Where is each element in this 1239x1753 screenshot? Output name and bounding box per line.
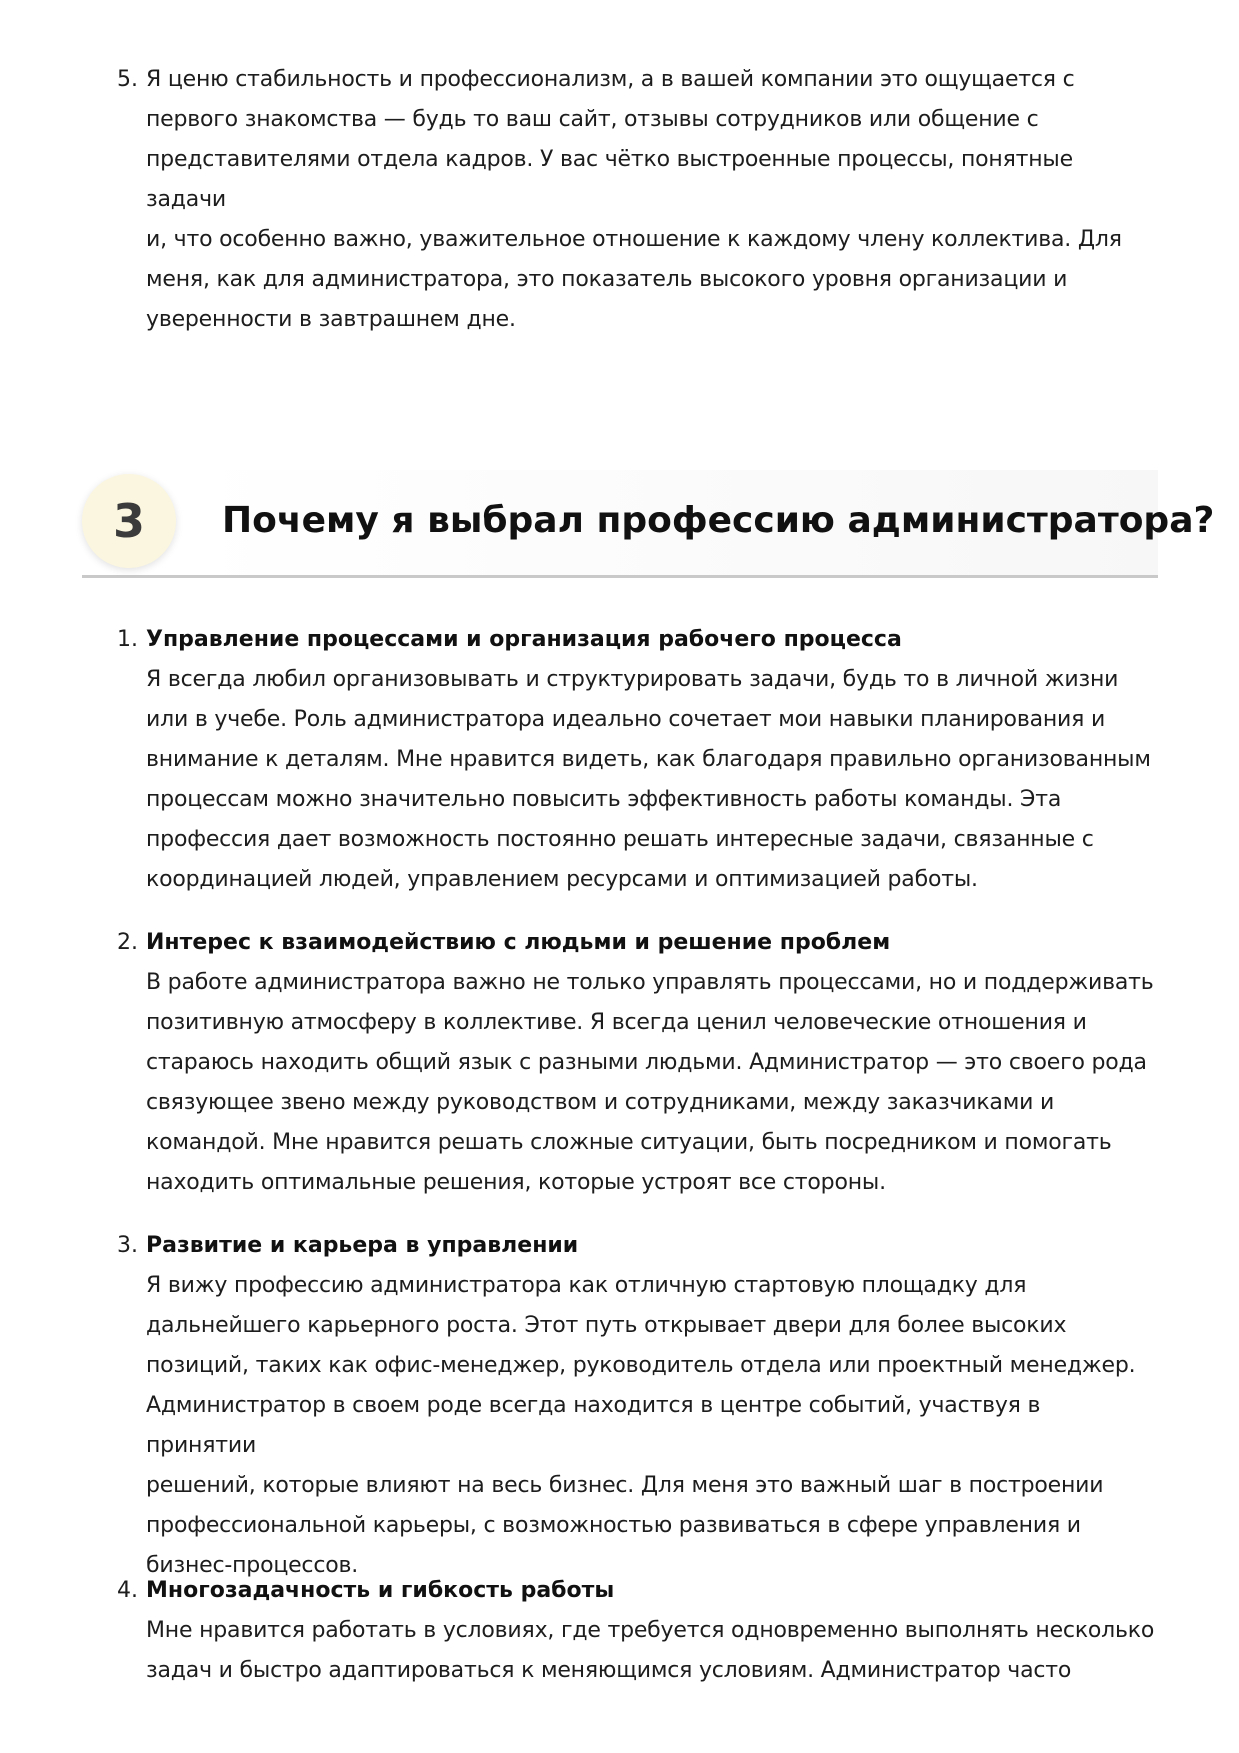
list-item-2 (0, 923, 1156, 1203)
reasons-list (0, 923, 1239, 1203)
prev-list (0, 60, 1239, 340)
body-line: позиций, таких как офис-менеджер, руководитель отдела или проектный менеджер. (146, 1353, 1136, 1378)
list-number: 3. (117, 1233, 138, 1258)
item-title: Развитие и карьера в управлении (146, 1233, 579, 1258)
body-line: представителями отдела кадров. У вас чётко выстроенные процессы, понятные задачи (146, 147, 1073, 212)
body-line: В работе администратора важно не только управлять процессами, но и поддерживать (146, 970, 1154, 995)
body-line: координацией людей, управлением ресурсами и оптимизацией работы. (146, 867, 978, 892)
body-line: внимание к деталям. Мне нравится видеть, как благодаря правильно организованным (146, 747, 1151, 772)
item-title: Управление процессами и организация рабочего процесса (146, 627, 902, 652)
list-item-1 (0, 620, 1156, 900)
body-line: командой. Мне нравится решать сложные ситуации, быть посредником и помогать (146, 1130, 1112, 1155)
section-number-badge: 3 (82, 474, 176, 568)
body-line: и, что особенно важно, уважительное отношение к каждому члену коллектива. Для (146, 227, 1122, 252)
list-number: 5. (117, 67, 138, 92)
body-line: находить оптимальные решения, которые устроят все стороны. (146, 1170, 886, 1195)
body-line: дальнейшего карьерного роста. Этот путь открывает двери для более высоких (146, 1313, 1067, 1338)
body-line: Мне нравится работать в условиях, где требуется одновременно выполнять несколько (146, 1618, 1155, 1643)
body-line: процессам можно значительно повысить эффективность работы команды. Эта (146, 787, 1062, 812)
list-number: 4. (117, 1578, 138, 1603)
body-line: Я всегда любил организовывать и структурировать задачи, будь то в личной жизни (146, 667, 1119, 692)
body-line: стараюсь находить общий язык с разными людьми. Администратор — это своего рода (146, 1050, 1147, 1075)
body-line: позитивную атмосферу в коллективе. Я всегда ценил человеческие отношения и (146, 1010, 1087, 1035)
list-item-5 (0, 60, 1156, 340)
body-line: уверенности в завтрашнем дне. (146, 307, 516, 332)
reasons-list (0, 1571, 1239, 1691)
list-number: 1. (117, 627, 138, 652)
body-line: Я ценю стабильность и профессионализм, а в вашей компании это ощущается с (146, 67, 1075, 92)
body-line: решений, которые влияют на весь бизнес. Для меня это важный шаг в построении (146, 1473, 1104, 1498)
reasons-list (0, 620, 1239, 900)
body-line: первого знакомства — будь то ваш сайт, отзывы сотрудников или общение с (146, 107, 1039, 132)
body-line: бизнес-процессов. (146, 1553, 359, 1578)
section-title: Почему я выбрал профессию администратора? (222, 500, 1215, 541)
body-line: Администратор в своем роде всегда находится в центре событий, участвуя в принятии (146, 1393, 1041, 1458)
section-header (82, 470, 1215, 578)
body-line: задач и быстро адаптироваться к меняющимся условиям. Администратор часто (146, 1658, 1072, 1683)
body-line: профессиональной карьеры, с возможностью развиваться в сфере управления и (146, 1513, 1081, 1538)
body-line: связующее звено между руководством и сотрудниками, между заказчиками и (146, 1090, 1055, 1115)
item-title: Интерес к взаимодействию с людьми и решение проблем (146, 930, 891, 955)
body-line: профессия дает возможность постоянно решать интересные задачи, связанные с (146, 827, 1094, 852)
list-number: 2. (117, 930, 138, 955)
item-title: Многозадачность и гибкость работы (146, 1578, 615, 1603)
list-item-3 (0, 1226, 1156, 1586)
list-item-4 (0, 1571, 1156, 1691)
body-line: меня, как для администратора, это показатель высокого уровня организации и (146, 267, 1068, 292)
reasons-list (0, 1226, 1239, 1586)
body-line: или в учебе. Роль администратора идеально сочетает мои навыки планирования и (146, 707, 1106, 732)
body-line: Я вижу профессию администратора как отличную стартовую площадку для (146, 1273, 1027, 1298)
